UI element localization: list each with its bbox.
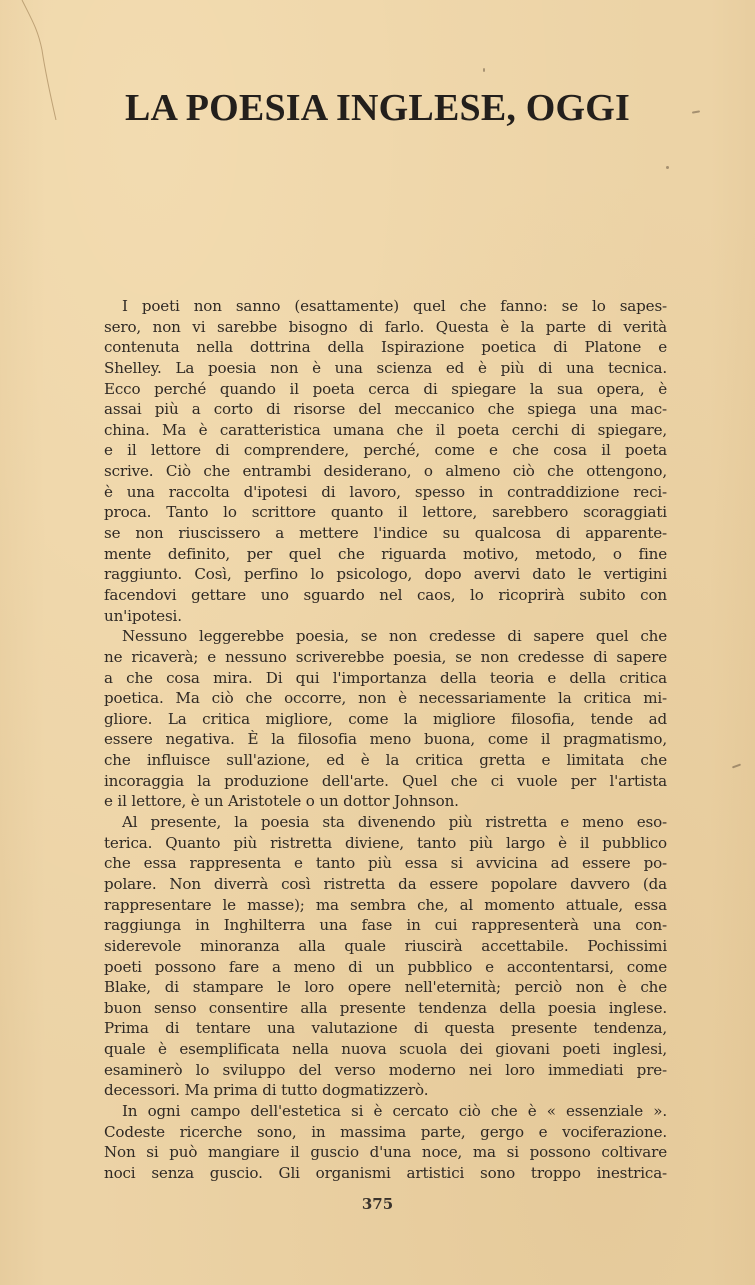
text-line: Nessuno leggerebbe poesia, se non credesse di sapere quel che xyxy=(122,627,667,646)
text-line: essere negativa. È la filosofia meno buona, come il pragmatismo, xyxy=(104,730,667,749)
text-line: incoraggia la produzione dell'arte. Quel che ci vuole per l'artista xyxy=(104,771,667,790)
text-line: che essa rappresenta e tanto più essa si avvicina ad essere po- xyxy=(104,854,667,873)
text-line: china. Ma è caratteristica umana che il poeta cerchi di spiegare, xyxy=(104,420,667,439)
text-line: un'ipotesi. xyxy=(104,606,182,625)
text-line: buon senso consentire alla presente tendenza della poesia inglese. xyxy=(104,998,667,1017)
text-line: se non riuscissero a mettere l'indice su qualcosa di apparente- xyxy=(104,524,667,543)
article-title: LA POESIA INGLESE, OGGI xyxy=(124,87,631,129)
text-line: a che cosa mira. Di qui l'importanza della teoria e della critica xyxy=(104,668,667,687)
text-line: I poeti non sanno (esattamente) quel che fanno: se lo sapes- xyxy=(122,297,667,315)
text-line: terica. Quanto più ristretta diviene, tanto più largo è il pubblico xyxy=(104,833,667,852)
text-line: noci senza guscio. Gli organismi artistici sono troppo inestrica- xyxy=(104,1163,667,1182)
text-line: raggiunga in Inghilterra una fase in cui rappresenterà una con- xyxy=(104,916,667,935)
text-line: che influisce sull'azione, ed è la critica gretta e limitata che xyxy=(104,751,667,770)
paper-speck xyxy=(483,68,485,72)
text-line: esaminerò lo sviluppo del verso moderno nei loro immediati pre- xyxy=(104,1060,667,1079)
text-line: poetica. Ma ciò che occorre, non è necessariamente la critica mi- xyxy=(104,689,667,708)
paragraph xyxy=(104,1101,667,1184)
text-line: è una raccolta d'ipotesi di lavoro, spesso in contraddizione reci- xyxy=(104,482,667,501)
text-line: mente definito, per quel che riguarda motivo, metodo, o fine xyxy=(104,544,667,563)
text-line: facendovi gettare uno sguardo nel caos, lo ricoprirà subito con xyxy=(104,585,667,604)
text-line: Prima di tentare una valutazione di questa presente tendenza, xyxy=(104,1019,667,1038)
text-line: Shelley. La poesia non è una scienza ed è più di una tecnica. xyxy=(104,358,667,377)
paragraph xyxy=(104,626,667,812)
text-line: rappresentare le masse); ma sembra che, al momento attuale, essa xyxy=(104,895,667,914)
text-line: Non si può mangiare il guscio d'una noce, ma si possono coltivare xyxy=(104,1143,667,1162)
text-line: gliore. La critica migliore, come la migliore filosofia, tende ad xyxy=(104,709,667,728)
text-line: siderevole minoranza alla quale riuscirà accettabile. Pochissimi xyxy=(104,936,667,955)
text-line: raggiunto. Così, perfino lo psicologo, dopo avervi dato le vertigini xyxy=(104,565,667,584)
text-line: quale è esemplificata nella nuova scuola dei giovani poeti inglesi, xyxy=(104,1040,667,1059)
text-line: sero, non vi sarebbe bisogno di farlo. Questa è la parte di verità xyxy=(104,317,667,336)
text-line: e il lettore di comprendere, perché, come e che cosa il poeta xyxy=(104,441,667,460)
text-line: In ogni campo dell'estetica si è cercato ciò che è « essenziale ». xyxy=(122,1101,667,1120)
paper-speck xyxy=(666,166,669,169)
text-line: proca. Tanto lo scrittore quanto il lettore, sarebbero scoraggiati xyxy=(104,503,667,522)
article-body xyxy=(104,296,667,1184)
text-line: polare. Non diverrà così ristretta da essere popolare davvero (da xyxy=(104,874,667,893)
page-number: 375 xyxy=(361,1195,394,1213)
text-line: e il lettore, è un Aristotele o un dottor Johnson. xyxy=(104,792,459,811)
text-line: scrive. Ciò che entrambi desiderano, o almeno ciò che ottengono, xyxy=(104,462,667,481)
paper-speck xyxy=(732,764,741,769)
text-line: decessori. Ma prima di tutto dogmatizzerò. xyxy=(104,1081,429,1100)
text-line: assai più a corto di risorse del meccanico che spiega una mac- xyxy=(104,400,667,419)
paragraph xyxy=(104,812,667,1101)
text-line: Codeste ricerche sono, in massima parte, gergo e vociferazione. xyxy=(104,1122,667,1141)
text-line: poeti possono fare a meno di un pubblico e accontentarsi, come xyxy=(104,957,667,976)
text-line: Ecco perché quando il poeta cerca di spiegare la sua opera, è xyxy=(104,379,667,398)
text-line: Blake, di stampare le loro opere nell'eternità; perciò non è che xyxy=(104,978,667,997)
text-line: Al presente, la poesia sta divenendo più ristretta e meno eso- xyxy=(122,813,667,832)
text-line: ne ricaverà; e nessuno scriverebbe poesia, se non credesse di sapere xyxy=(104,647,667,666)
text-line: contenuta nella dottrina della Ispirazione poetica di Platone e xyxy=(104,338,667,357)
paragraph xyxy=(104,296,667,626)
